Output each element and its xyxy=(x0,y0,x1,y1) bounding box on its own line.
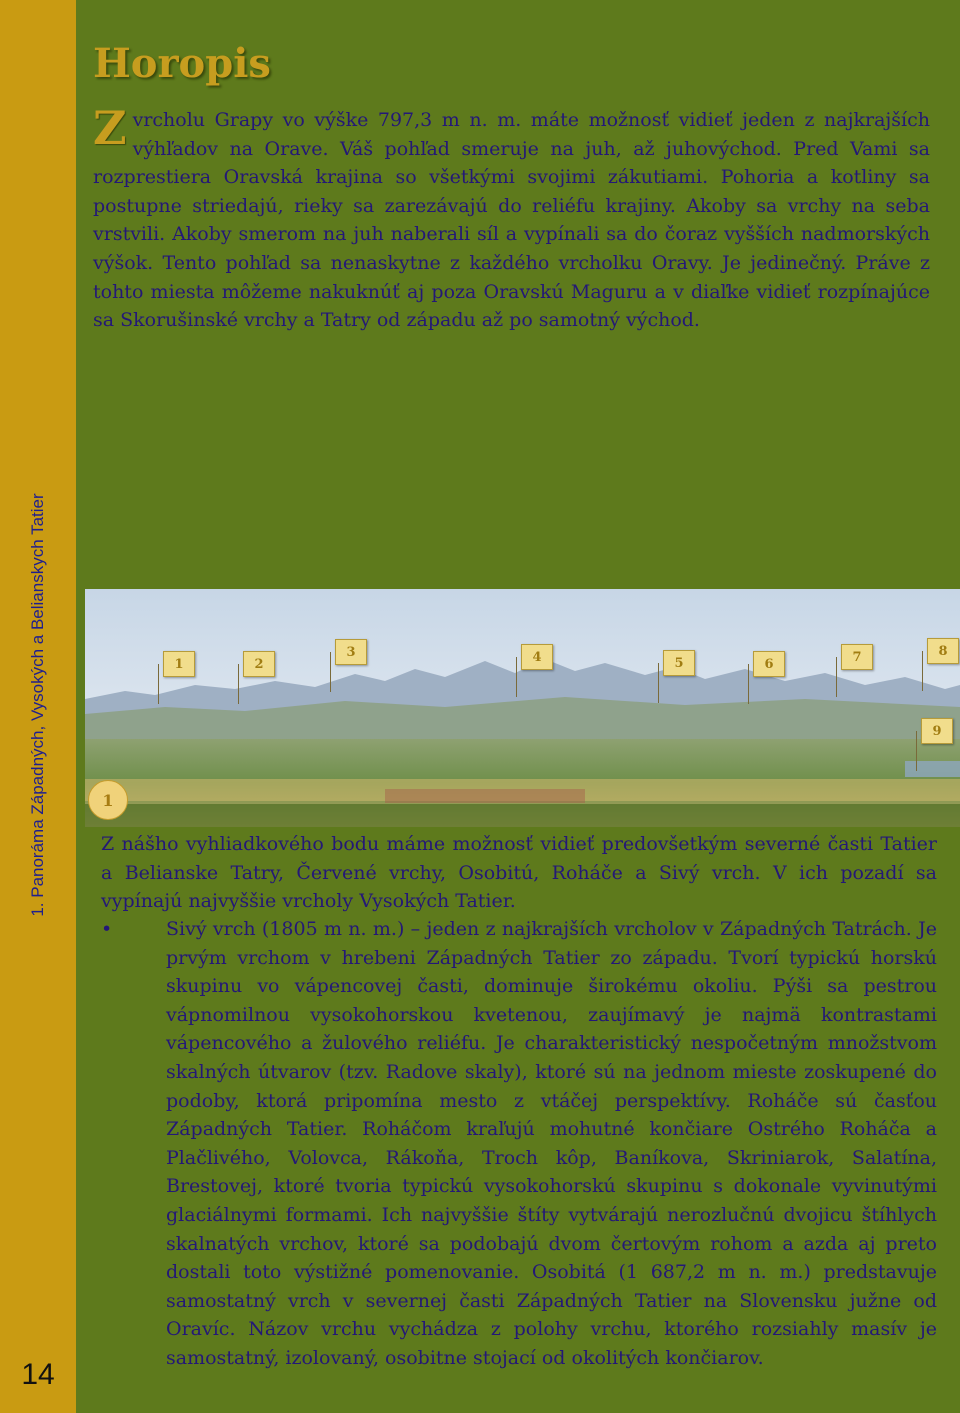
sidebar-chapter-title: 1. Panoráma Západných, Vysokých a Belianskych Tatier xyxy=(28,493,47,917)
intro-text: vrcholu Grapy vo výške 797,3 m n. m. máte možnosť vidieť jeden z najkrajších výhľadov na Orave. Váš pohľad smeruje na juh, až juhovýchod. Pred Vami sa rozprestiera Oravská krajina so všetkými svojimi zákutiami. Pohoria a kotliny sa postupne striedajú, rieky sa zarezávajú do reliéfu krajiny. Akoby sa vrchy na seba vrstvili. Akoby smerom na juh naberali síl a vypínali sa do čoraz vyšších nadmorských výšok. Tento pohľad sa nenaskytne z každého vrcholku Oravy. Je jedinečný. Práve z tohto miesta môžeme nakuknúť aj poza Oravskú Maguru a v diaľke vidieť rozpínajúce sa Skorušinské vrchy a Tatry od západu až po samotný východ. xyxy=(93,109,930,332)
panorama-photo xyxy=(85,589,960,827)
panorama-illustration xyxy=(85,589,960,827)
photo-marker-1: 1 xyxy=(163,651,195,677)
photo-badge: 1 xyxy=(88,780,128,820)
photo-marker-7: 7 xyxy=(841,644,873,670)
caption-paragraph xyxy=(101,830,937,916)
page-number: 14 xyxy=(21,1358,55,1391)
bullet-text: Sivý vrch (1805 m n. m.) – jeden z najkrajších vrcholov v Západných Tatrách. Je prvým vrchom v hrebeni Západných Tatier zo západu. Tvorí typickú horskú skupinu vo vápencovej časti, dominuje širokému okoliu. Pýši sa pestrou vápnomilnou vysokohorskou kvetenou, zaujímavý je najmä kontrastami vápencového a žulového reliéfu. Je charakteristický nespočetným množstvom skalných útvarov (tzv. Radove skaly), ktoré sú na jednom mieste zoskupené do podoby, ktorá pripomína mesto z vtáčej perspektívy. Roháče sú časťou Západných Tatier. Roháčom kraľujú mohutné končiare Ostrého Roháča a Plačlivého, Volovca, Rákoňa, Troch kôp, Baníkova, Skriniarok, Salatína, Brestovej, ktoré tvoria typickú vysokohorskú skupinu s dokonale vyvinutými glaciálnymi formami. Ich najvyššie štíty vytvárajú nerozlučnú dvojicu štíhlych skalnatých vrchov, ktoré sa podobajú dvom čertovým rohom a azda aj preto dostali toto výstižné pomenovanie. Osobitá (1 687,2 m n. m.) predstavuje samostatný vrch v severnej časti Západných Tatier na Slovensku južne od Oravíc. Názov vrchu vychádza z polohy vrchu, ktorého rozsiahly masív je samostatný, izolovaný, osobitne stojací od okolitých končiarov. xyxy=(166,918,937,1369)
bullet-symbol: • xyxy=(101,918,113,940)
photo-marker-4: 4 xyxy=(521,644,553,670)
photo-marker-5: 5 xyxy=(663,650,695,676)
drop-cap: Z xyxy=(93,101,127,155)
sidebar xyxy=(0,0,76,1413)
caption-text: Z nášho vyhliadkového bodu máme možnosť vidieť predovšetkým severné časti Tatier a Belianske Tatry, Červené vrchy, Osobitú, Roháče a Sivý vrch. V ich pozadí sa vypínajú najvyššie vrcholy Vysokých Tatier. xyxy=(101,833,937,913)
photo-marker-2: 2 xyxy=(243,651,275,677)
photo-marker-3: 3 xyxy=(335,639,367,665)
intro-paragraph xyxy=(93,101,930,335)
photo-marker-6: 6 xyxy=(753,651,785,677)
photo-marker-9: 9 xyxy=(921,718,953,744)
photo-marker-8: 8 xyxy=(927,638,959,664)
page-heading: Horopis xyxy=(93,40,271,87)
